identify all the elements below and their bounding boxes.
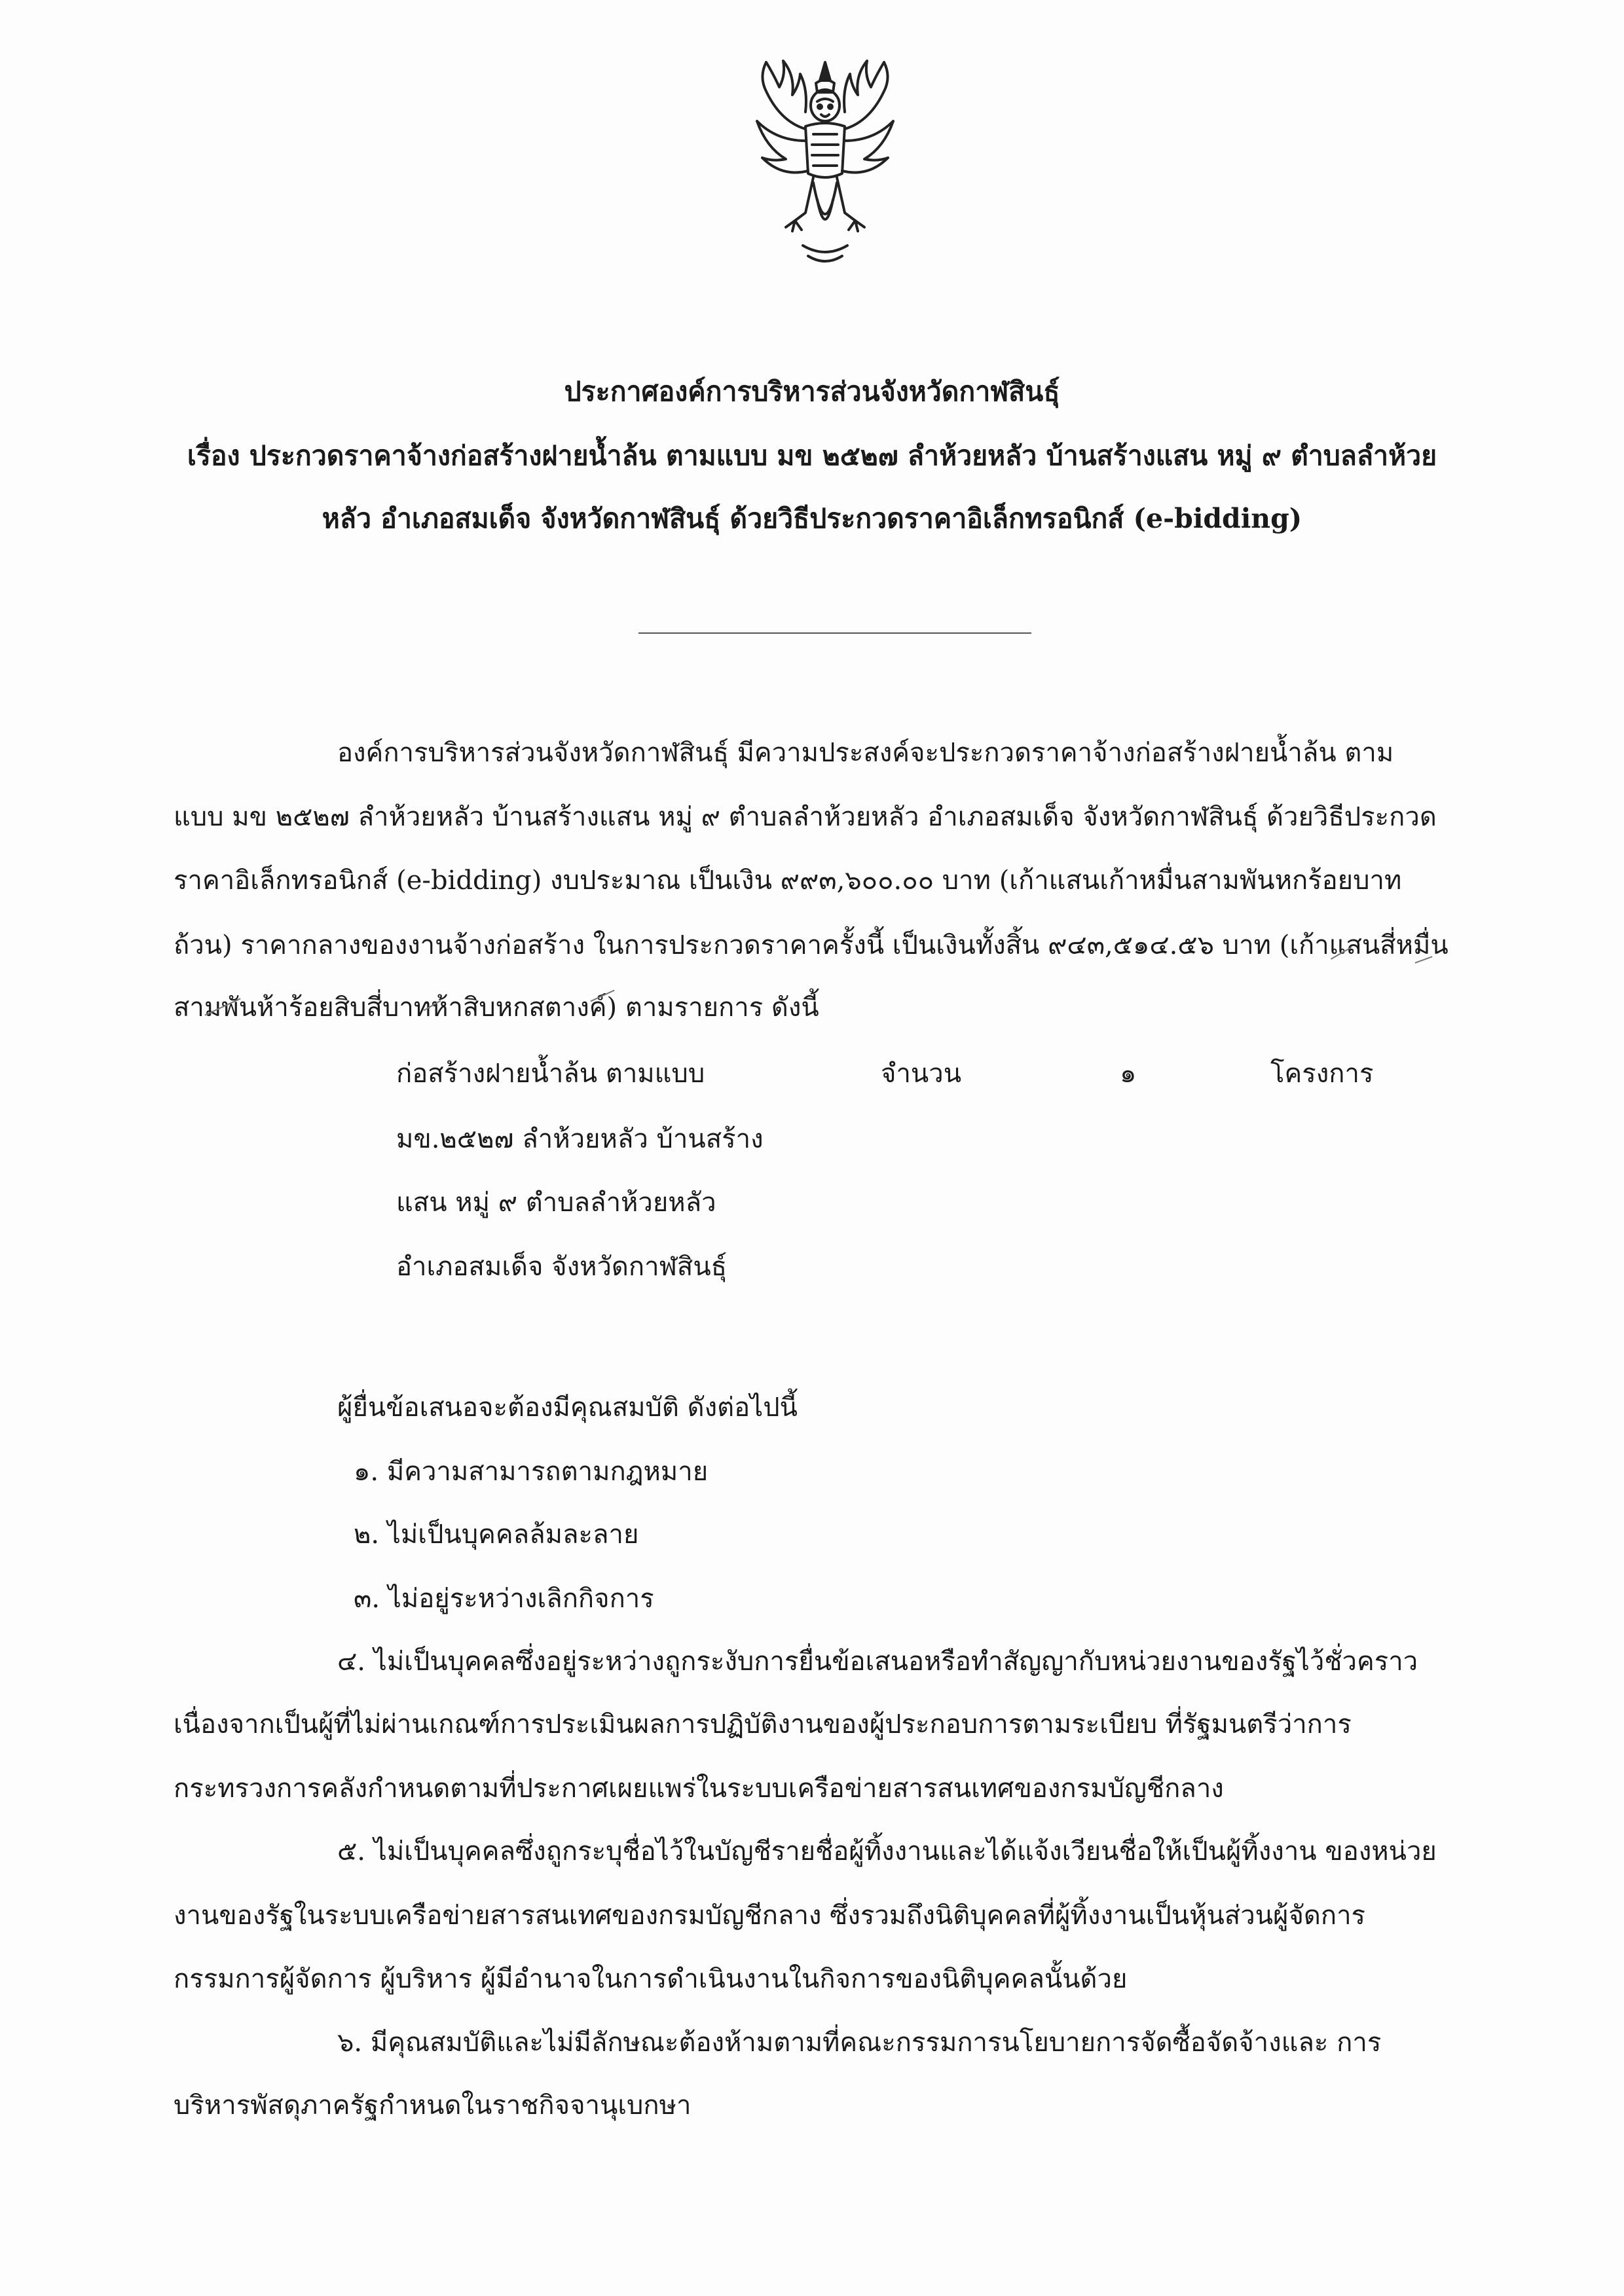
qualification-1: ๑. มีความสามารถตามกฎหมาย xyxy=(354,1457,709,1487)
item-quantity-label: จำนวน xyxy=(881,1059,962,1089)
intro-line-4: ถ้วน) ราคากลางของงานจ้างก่อสร้าง ในการประกวดราคาครั้งนี้ เป็นเงินทั้งสิ้น ๙๔๓,๕๑๔.๕๖ บาท (เก้าแสนสี่หมื่น xyxy=(174,930,1449,960)
notice-title: ประกาศองค์การบริหารส่วนจังหวัดกาฬสินธุ์ xyxy=(564,376,1060,407)
title-divider xyxy=(638,632,1031,634)
item-description-line-3: แสน หมู่ ๙ ตำบลลำห้วยหลัว xyxy=(396,1188,716,1218)
item-quantity-value: ๑ xyxy=(1120,1059,1137,1089)
qualification-6-line-1: ๖. มีคุณสมบัติและไม่มีลักษณะต้องห้ามตามที่คณะกรรมการนโยบายการจัดซื้อจัดจ้างและ การ xyxy=(337,2028,1382,2058)
intro-line-3: ราคาอิเล็กทรอนิกส์ (e-bidding) งบประมาณ เป็นเงิน ๙๙๓,๖๐๐.๐๐ บาท (เก้าแสนเก้าหมื่นสามพันหกร้อยบาท xyxy=(174,866,1402,896)
qualifications-heading: ผู้ยื่นข้อเสนอจะต้องมีคุณสมบัติ ดังต่อไปนี้ xyxy=(337,1393,798,1423)
intro-line-1: องค์การบริหารส่วนจังหวัดกาฬสินธุ์ มีความประสงค์จะประกวดราคาจ้างก่อสร้างฝายน้ำล้น ตาม xyxy=(337,738,1394,768)
qualification-2: ๒. ไม่เป็นบุคคลล้มละลาย xyxy=(354,1520,639,1550)
item-description-line-1: ก่อสร้างฝายน้ำล้น ตามแบบ xyxy=(396,1059,705,1089)
qualification-5-line-1: ๕. ไม่เป็นบุคคลซึ่งถูกระบุชื่อไว้ในบัญชีรายชื่อผู้ทิ้งงานและได้แจ้งเวียนชื่อให้เป็นผู้ทิ้งงาน ของหน่วย xyxy=(337,1836,1437,1867)
qualification-4-line-1: ๔. ไม่เป็นบุคคลซึ่งอยู่ระหว่างถูกระงับการยื่นข้อเสนอหรือทำสัญญากับหน่วยงานของรัฐไว้ชั่วคราว xyxy=(337,1647,1418,1677)
qualification-5-line-3: กรรมการผู้จัดการ ผู้บริหาร ผู้มีอำนาจในการดำเนินงานในกิจการของนิติบุคคลนั้นด้วย xyxy=(174,1964,1128,1994)
qualification-3: ๓. ไม่อยู่ระหว่างเลิกกิจการ xyxy=(354,1584,654,1614)
qualification-5-line-2: งานของรัฐในระบบเครือข่ายสารสนเทศของกรมบัญชีกลาง ซึ่งรวมถึงนิติบุคคลที่ผู้ทิ้งงานเป็นหุ้นส่วนผู้จัดการ xyxy=(174,1901,1366,1931)
item-description-line-2: มข.๒๕๒๗ ลำห้วยหลัว บ้านสร้าง xyxy=(396,1124,764,1154)
item-unit: โครงการ xyxy=(1270,1059,1374,1089)
intro-line-2: แบบ มข ๒๕๒๗ ลำห้วยหลัว บ้านสร้างแสน หมู่ ๙ ตำบลลำห้วยหลัว อำเภอสมเด็จ จังหวัดกาฬสินธุ์ ด้วยวิธีประกวด xyxy=(174,802,1437,832)
notice-subject-line-1: เรื่อง ประกวดราคาจ้างก่อสร้างฝายน้ำล้น ตามแบบ มข ๒๕๒๗ ลำห้วยหลัว บ้านสร้างแสน หมู่ ๙ ตำบลลำห้วย xyxy=(187,440,1437,471)
item-description-line-4: อำเภอสมเด็จ จังหวัดกาฬสินธุ์ xyxy=(396,1252,728,1282)
notice-subject-line-2: หลัว อำเภอสมเด็จ จังหวัดกาฬสินธุ์ ด้วยวิธีประกวดราคาอิเล็กทรอนิกส์ (e-bidding) xyxy=(322,503,1302,534)
qualification-6-line-2: บริหารพัสดุภาครัฐกำหนดในราชกิจจานุเบกษา xyxy=(174,2090,692,2121)
qualification-4-line-3: กระทรวงการคลังกำหนดตามที่ประกาศเผยแพร่ในระบบเครือข่ายสารสนเทศของกรมบัญชีกลาง xyxy=(174,1774,1224,1804)
garuda-emblem-icon xyxy=(740,49,910,272)
qualification-4-line-2: เนื่องจากเป็นผู้ที่ไม่ผ่านเกณฑ์การประเมินผลการปฏิบัติงานของผู้ประกอบการตามระเบียบ ที่รัฐมนตรีว่าการ xyxy=(174,1709,1352,1740)
intro-line-5: สามพันห้าร้อยสิบสี่บาทห้าสิบหกสตางค์) ตามรายการ ดังนี้ xyxy=(174,993,819,1023)
